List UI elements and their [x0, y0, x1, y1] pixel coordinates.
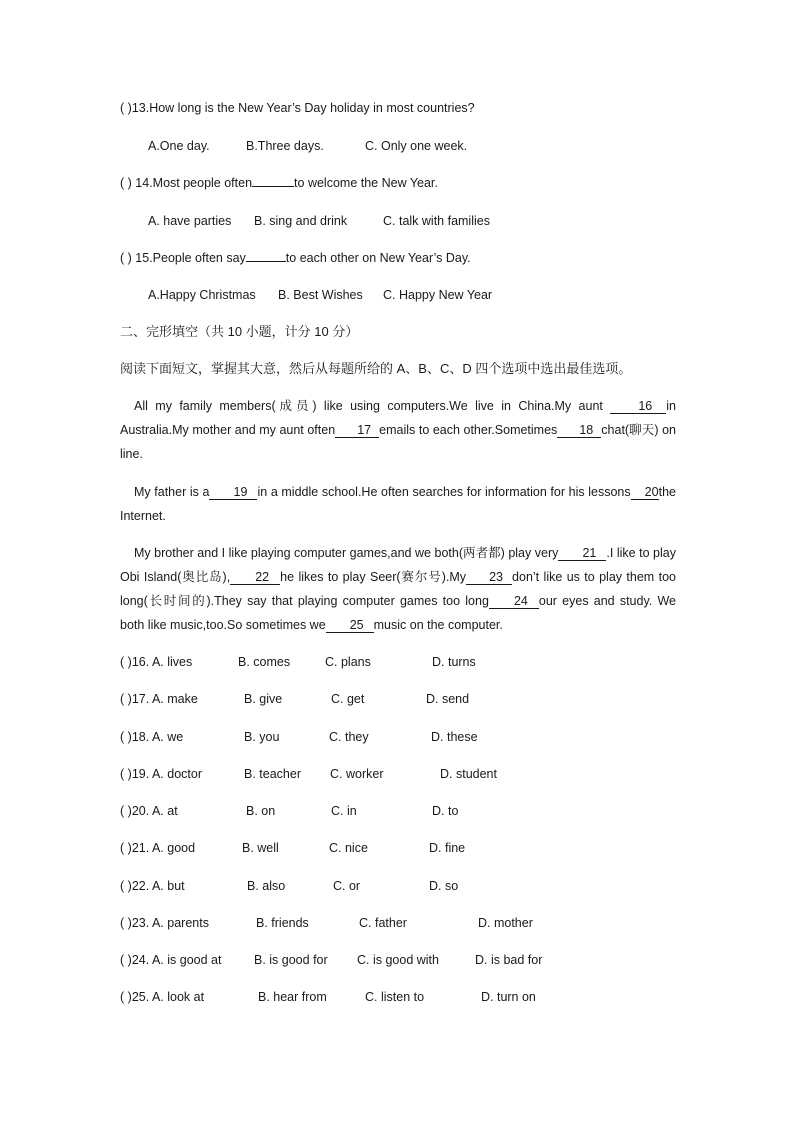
blank-21[interactable]: 21: [558, 546, 606, 561]
cloze-question-20: [120, 803, 459, 819]
cloze-question-25: [120, 989, 536, 1005]
option-a[interactable]: 18. A. we: [131, 730, 184, 744]
fill-blank[interactable]: [252, 186, 294, 187]
blank-24[interactable]: 24: [489, 594, 539, 609]
answer-bracket[interactable]: ( ): [120, 879, 132, 893]
option-a[interactable]: 19. A. doctor: [131, 767, 202, 781]
option-c[interactable]: C. worker: [330, 767, 384, 781]
question-stem: 14.Most people often: [131, 176, 253, 190]
question-stem: 15.People often say: [131, 251, 246, 265]
blank-20[interactable]: 20: [631, 485, 659, 500]
option-d[interactable]: D. student: [440, 767, 497, 781]
passage-text: chat(聊天) on line.: [120, 423, 676, 461]
section-heading: 二、完形填空（共 10 小题，计分 10 分）: [120, 324, 359, 339]
option-d[interactable]: D. mother: [478, 916, 533, 930]
passage-text: .I like to play Obi Island(奥比岛),: [120, 546, 676, 584]
option-c[interactable]: C. nice: [329, 841, 368, 855]
option-c[interactable]: C. Happy New Year: [383, 288, 493, 302]
option-c[interactable]: C. get: [331, 692, 365, 706]
passage-paragraph-2: [120, 480, 676, 528]
cloze-question-16: [120, 654, 476, 670]
option-a[interactable]: A.Happy Christmas: [148, 288, 256, 302]
passage-text: the Internet.: [120, 485, 676, 523]
option-c[interactable]: C. Only one week.: [365, 139, 468, 153]
option-c[interactable]: C. plans: [325, 655, 371, 669]
passage-text: in Australia.My mother and my aunt often: [120, 399, 676, 437]
option-d[interactable]: D. turns: [432, 655, 476, 669]
cloze-question-23: [120, 915, 533, 931]
option-c[interactable]: C. is good with: [357, 953, 439, 967]
option-d[interactable]: D. to: [432, 804, 459, 818]
option-a[interactable]: 17. A. make: [131, 692, 198, 706]
question-14: [120, 175, 438, 191]
cloze-question-21: [120, 840, 466, 856]
passage-paragraph-1: [120, 394, 676, 466]
blank-22[interactable]: 22: [230, 570, 280, 585]
option-b[interactable]: B. well: [242, 841, 279, 855]
cloze-question-18: [120, 729, 478, 745]
answer-bracket[interactable]: ( ): [120, 916, 132, 930]
passage-text: in a middle school.He often searches for information for his lessons: [257, 485, 631, 499]
option-a[interactable]: A. have parties: [148, 214, 232, 228]
option-a[interactable]: 24. A. is good at: [131, 953, 222, 967]
option-b[interactable]: B. sing and drink: [254, 214, 348, 228]
option-b[interactable]: B. friends: [256, 916, 309, 930]
answer-bracket[interactable]: ( ): [120, 841, 132, 855]
option-b[interactable]: B. give: [244, 692, 283, 706]
blank-25[interactable]: 25: [326, 618, 374, 633]
question-stem: 13.How long is the New Year’s Day holiday in most countries?: [131, 101, 475, 115]
option-b[interactable]: B. comes: [238, 655, 291, 669]
section-instruction: 阅读下面短文，掌握其大意，然后从每题所给的 A、B、C、D 四个选项中选出最佳选项。: [120, 361, 632, 376]
answer-bracket[interactable]: ( ): [120, 990, 132, 1004]
passage-paragraph-3: [120, 541, 676, 637]
blank-19[interactable]: 19: [209, 485, 257, 500]
answer-bracket[interactable]: ( ): [120, 176, 132, 190]
passage-text: music on the computer.: [373, 618, 503, 632]
question-15: [120, 250, 471, 266]
passage-text: All my family members(成员) like using computers.We live in China.My aunt: [134, 399, 611, 413]
cloze-question-22: [120, 878, 459, 894]
option-a[interactable]: 25. A. look at: [131, 990, 205, 1004]
passage-text: don’t like us to play them too long(长时间的).They say that playing computer games too long: [120, 570, 676, 608]
option-b[interactable]: B. is good for: [254, 953, 328, 967]
option-a[interactable]: 23. A. parents: [131, 916, 209, 930]
option-c[interactable]: C. in: [331, 804, 357, 818]
option-d[interactable]: D. these: [431, 730, 478, 744]
option-d[interactable]: D. turn on: [481, 990, 536, 1004]
passage-text: emails to each other.Sometimes: [379, 423, 558, 437]
blank-17[interactable]: 17: [335, 423, 379, 438]
passage-text: he likes to play Seer(赛尔号).My: [280, 570, 467, 584]
option-c[interactable]: C. or: [333, 879, 361, 893]
fill-blank[interactable]: [246, 261, 286, 262]
answer-bracket[interactable]: ( ): [120, 767, 132, 781]
question-stem-end: to each other on New Year’s Day.: [285, 251, 471, 265]
answer-bracket[interactable]: ( ): [120, 804, 132, 818]
option-c[interactable]: C. father: [359, 916, 407, 930]
blank-16[interactable]: 16: [610, 399, 666, 414]
passage-text: our eyes and study. We both like music,too.So sometimes we: [120, 594, 676, 632]
passage-text: My brother and I like playing computer games,and we both(两者都) play very: [134, 546, 559, 560]
passage-text: My father is a: [134, 485, 210, 499]
option-c[interactable]: C. talk with families: [383, 214, 490, 228]
answer-bracket[interactable]: ( ): [120, 730, 132, 744]
option-a[interactable]: 22. A. but: [131, 879, 185, 893]
option-b[interactable]: B. teacher: [244, 767, 301, 781]
option-d[interactable]: D. is bad for: [475, 953, 543, 967]
option-b[interactable]: B.Three days.: [246, 139, 324, 153]
option-d[interactable]: D. so: [429, 879, 459, 893]
option-a[interactable]: A.One day.: [148, 139, 210, 153]
question-13: [120, 100, 475, 116]
answer-bracket[interactable]: ( ): [120, 101, 132, 115]
cloze-question-19: [120, 766, 497, 782]
option-d[interactable]: D. fine: [429, 841, 466, 855]
answer-bracket[interactable]: ( ): [120, 655, 132, 669]
option-b[interactable]: B. you: [244, 730, 280, 744]
answer-bracket[interactable]: ( ): [120, 692, 132, 706]
cloze-question-17: [120, 691, 470, 707]
option-a[interactable]: 20. A. at: [131, 804, 178, 818]
cloze-question-24: [120, 952, 543, 968]
option-d[interactable]: D. send: [426, 692, 470, 706]
option-b[interactable]: B. on: [246, 804, 276, 818]
option-b[interactable]: B. hear from: [258, 990, 327, 1004]
option-c[interactable]: C. they: [329, 730, 369, 744]
option-c[interactable]: C. listen to: [365, 990, 425, 1004]
answer-bracket[interactable]: ( ): [120, 953, 132, 967]
question-stem-end: to welcome the New Year.: [294, 176, 438, 190]
option-b[interactable]: B. Best Wishes: [278, 288, 363, 302]
option-a[interactable]: 21. A. good: [131, 841, 196, 855]
answer-bracket[interactable]: ( ): [120, 251, 132, 265]
blank-23[interactable]: 23: [466, 570, 512, 585]
blank-18[interactable]: 18: [557, 423, 601, 438]
option-b[interactable]: B. also: [247, 879, 286, 893]
option-a[interactable]: 16. A. lives: [131, 655, 193, 669]
